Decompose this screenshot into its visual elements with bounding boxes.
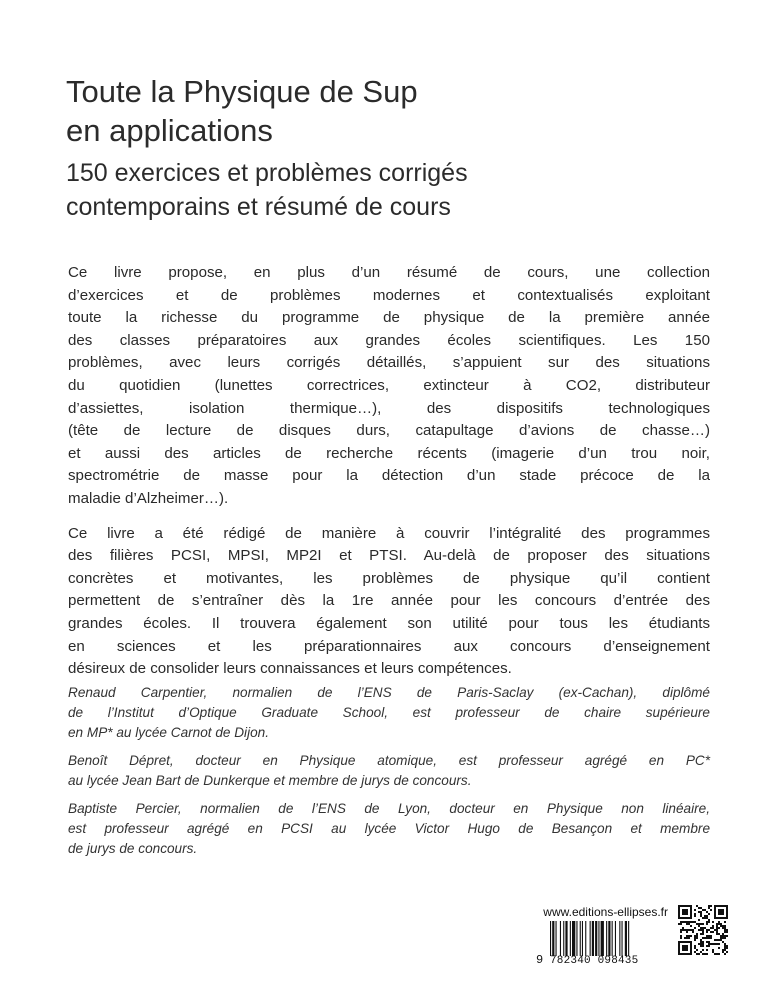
barcode-bar — [608, 921, 610, 956]
barcode-icon — [550, 921, 664, 956]
qr-module — [700, 923, 702, 925]
qr-module — [692, 929, 694, 931]
qr-module — [706, 935, 708, 937]
text-line: problèmes, avec leurs corrigés détaillés, s’appuient sur des situations — [68, 354, 710, 372]
barcode-bar — [580, 921, 581, 956]
qr-module — [720, 925, 722, 927]
qr-module — [700, 951, 702, 953]
qr-module — [696, 933, 698, 935]
qr-module — [678, 923, 680, 925]
qr-module — [696, 949, 698, 951]
qr-module — [708, 913, 710, 915]
text-line: maladie d’Alzheimer…). — [68, 489, 229, 507]
qr-module — [684, 937, 686, 939]
qr-module — [724, 927, 726, 929]
qr-module — [702, 933, 704, 935]
qr-module — [694, 945, 696, 947]
qr-module — [680, 931, 682, 933]
qr-module — [722, 937, 724, 939]
barcode-bar — [598, 921, 599, 956]
qr-module — [696, 935, 698, 937]
qr-module — [698, 953, 700, 955]
qr-module — [682, 921, 684, 923]
qr-module — [700, 943, 702, 945]
qr-module — [678, 941, 680, 955]
title-block — [66, 72, 726, 224]
qr-module — [718, 947, 720, 949]
isbn-barcode — [536, 921, 666, 966]
qr-module — [714, 929, 716, 931]
qr-module — [716, 943, 718, 945]
qr-module — [710, 937, 712, 939]
qr-module — [686, 931, 688, 933]
text-line: de l’Institut d’Optique Graduate School, est professeur de chaire supérieure — [68, 705, 710, 720]
barcode-bar — [601, 921, 604, 956]
qr-module — [722, 933, 724, 935]
qr-module — [718, 933, 720, 935]
qr-module — [700, 929, 702, 931]
qr-module — [694, 951, 696, 953]
qr-module — [714, 917, 728, 919]
qr-module — [700, 941, 702, 943]
text-line: en sciences et les préparationnaires aux concours d’enseignement — [68, 637, 710, 655]
qr-module — [718, 927, 720, 929]
qr-module — [680, 923, 682, 925]
qr-module — [686, 935, 688, 937]
book-title — [66, 72, 726, 150]
text-line: et aussi des articles de recherche récents (imagerie d’un trou noir, — [68, 444, 710, 462]
barcode-prefix: 9 — [536, 953, 544, 967]
text-line: désireux de consolider leurs connaissances et leurs compétences. — [68, 660, 512, 678]
qr-module — [694, 947, 696, 949]
qr-module — [702, 929, 704, 931]
text-line: permettent de s’entraîner dès la 1re année pour les concours d’entrée des — [68, 592, 710, 610]
qr-module — [702, 943, 704, 945]
qr-module — [698, 919, 700, 921]
qr-module — [704, 937, 706, 939]
qr-module — [682, 945, 688, 951]
qr-module — [680, 921, 682, 923]
qr-module — [688, 935, 690, 937]
qr-module — [704, 953, 706, 955]
qr-module — [688, 921, 690, 923]
qr-module — [694, 915, 696, 917]
book-subtitle-line: 150 exercices et problèmes corrigés — [66, 159, 468, 187]
qr-module — [702, 953, 704, 955]
text-line: en MP* au lycée Carnot de Dijon. — [68, 725, 269, 740]
qr-module — [706, 929, 708, 931]
text-line: concrètes et motivantes, les problèmes de physique qu’il contient — [68, 569, 710, 587]
qr-module — [726, 945, 728, 947]
qr-module — [678, 953, 692, 955]
qr-module — [714, 939, 716, 941]
qr-module — [688, 929, 690, 931]
barcode-bar — [592, 921, 594, 956]
book-title-line: en applications — [66, 113, 273, 148]
barcode-bar — [560, 921, 561, 956]
qr-module — [678, 917, 692, 919]
qr-module — [680, 937, 682, 939]
qr-module — [712, 927, 714, 929]
qr-module — [706, 953, 708, 955]
qr-module — [708, 929, 710, 931]
text-line: d’exercices et de problèmes modernes et contextualisés exploitant — [68, 286, 710, 304]
qr-module — [700, 933, 702, 935]
qr-module — [680, 935, 682, 937]
qr-module — [724, 929, 726, 931]
qr-module — [708, 905, 710, 907]
qr-module — [704, 927, 706, 929]
qr-module — [684, 929, 686, 931]
qr-module — [720, 935, 722, 937]
qr-module — [724, 925, 726, 927]
qr-module — [702, 945, 704, 947]
qr-module — [694, 937, 696, 939]
qr-module — [720, 923, 722, 925]
qr-module — [678, 905, 692, 907]
author-bio — [68, 799, 710, 859]
qr-module — [680, 929, 682, 931]
qr-module — [686, 921, 688, 923]
barcode-bar — [565, 921, 567, 956]
qr-module — [714, 943, 716, 945]
qr-module — [694, 935, 696, 937]
qr-module — [706, 945, 708, 947]
qr-module — [716, 939, 718, 941]
qr-module — [724, 931, 726, 933]
qr-module — [686, 923, 688, 925]
text-line: de jurys de concours. — [68, 841, 198, 856]
barcode-bar — [628, 921, 629, 956]
qr-module — [688, 937, 690, 939]
qr-module — [724, 953, 726, 955]
barcode-bar — [619, 921, 620, 956]
qr-module — [722, 935, 724, 937]
qr-module — [702, 949, 704, 951]
author-bio — [68, 683, 710, 743]
author-bios — [68, 683, 710, 867]
qr-module — [726, 931, 728, 933]
qr-module — [700, 939, 702, 941]
qr-module — [718, 923, 720, 925]
barcode-digits: 782340 098435 — [550, 955, 639, 967]
qr-module — [716, 923, 718, 925]
qr-module — [712, 943, 714, 945]
barcode-bar — [572, 921, 575, 956]
qr-module — [696, 937, 698, 939]
barcode-bar — [552, 921, 554, 956]
qr-module — [712, 921, 714, 923]
qr-module — [684, 921, 686, 923]
qr-module — [702, 909, 704, 911]
qr-module — [692, 921, 694, 923]
qr-module — [690, 941, 692, 955]
qr-module — [710, 943, 712, 945]
qr-module — [690, 929, 692, 931]
text-line: des filières PCSI, MPSI, MP2I et PTSI. Au-delà de proposer des situations — [68, 547, 710, 565]
qr-module — [704, 909, 706, 911]
text-line: (tête de lecture de disques durs, catapultage d’avions de chasse…) — [68, 422, 710, 440]
barcode-bar — [570, 921, 571, 956]
qr-module — [708, 945, 710, 947]
qr-module — [694, 913, 696, 915]
qr-module — [678, 905, 680, 919]
description — [68, 262, 710, 693]
qr-module — [724, 945, 726, 947]
qr-module — [726, 947, 728, 949]
qr-module — [724, 921, 726, 923]
qr-module — [708, 937, 710, 939]
qr-module — [722, 925, 724, 927]
qr-module — [706, 911, 708, 913]
qr-module — [726, 905, 728, 919]
qr-module — [696, 953, 698, 955]
qr-module — [690, 935, 692, 937]
qr-module — [694, 927, 696, 929]
qr-module — [710, 905, 712, 907]
qr-module — [718, 939, 720, 941]
qr-module — [698, 929, 700, 931]
qr-module — [712, 949, 714, 951]
text-line: toute la richesse du programme de physique de la première année — [68, 309, 710, 327]
qr-module — [722, 941, 724, 943]
qr-module — [702, 927, 704, 929]
qr-module — [710, 935, 712, 937]
qr-module — [708, 907, 710, 909]
qr-module — [710, 909, 712, 911]
qr-module — [706, 931, 708, 933]
text-line: Ce livre a été rédigé de manière à couvrir l’intégralité des programmes — [68, 524, 710, 542]
qr-module — [706, 921, 708, 923]
qr-module — [718, 909, 724, 915]
text-line: au lycée Jean Bart de Dunkerque et membre de jurys de concours. — [68, 773, 472, 788]
text-line: grandes écoles. Il trouvera également son utilité pour tous les étudiants — [68, 614, 710, 632]
qr-module — [678, 941, 692, 943]
qr-module — [702, 917, 704, 919]
qr-module — [700, 927, 702, 929]
qr-module — [700, 945, 702, 947]
qr-module — [720, 937, 722, 939]
qr-module — [688, 923, 690, 925]
qr-module — [710, 931, 712, 933]
qr-module — [710, 927, 712, 929]
barcode-bar — [590, 921, 591, 956]
qr-module — [714, 905, 728, 907]
qr-module — [726, 929, 728, 931]
qr-module — [706, 923, 708, 925]
author-bio — [68, 751, 710, 791]
barcode-bar — [625, 921, 627, 956]
qr-module — [706, 941, 708, 943]
qr-module — [716, 929, 718, 931]
barcode-bar — [556, 921, 557, 956]
barcode-bar — [550, 921, 551, 956]
qr-module — [706, 937, 708, 939]
qr-module — [712, 931, 714, 933]
qr-module — [698, 907, 700, 909]
qr-module — [698, 911, 700, 913]
qr-module — [724, 949, 726, 951]
qr-module — [686, 929, 688, 931]
qr-module — [718, 953, 720, 955]
qr-module — [708, 941, 710, 943]
qr-module — [682, 927, 684, 929]
text-line: spectrométrie de masse pour la détection d’un stade précoce de la — [68, 467, 710, 485]
qr-module — [716, 953, 718, 955]
description-paragraph — [68, 523, 710, 681]
qr-module — [726, 935, 728, 937]
qr-module — [706, 949, 708, 951]
text-line: du quotidien (lunettes correctrices, extincteur à CO2, distributeur — [68, 376, 710, 394]
book-subtitle-line: contemporains et résumé de cours — [66, 193, 451, 221]
barcode-bar — [563, 921, 564, 956]
qr-module — [702, 923, 704, 925]
text-line: d’assiettes, isolation thermique…), des dispositifs technologiques — [68, 399, 710, 417]
qr-module — [702, 931, 704, 933]
qr-module — [724, 935, 726, 937]
qr-module — [708, 921, 710, 923]
qr-module — [714, 905, 716, 919]
text-line: Renaud Carpentier, normalien de l’ENS de Paris-Saclay (ex-Cachan), diplômé — [68, 685, 710, 700]
qr-module — [704, 915, 706, 917]
qr-module — [716, 927, 718, 929]
qr-module — [694, 909, 696, 911]
qr-module — [700, 913, 702, 915]
description-paragraph — [68, 262, 710, 511]
qr-module — [722, 951, 724, 953]
qr-module — [700, 911, 702, 913]
qr-module — [700, 907, 702, 909]
text-line: Ce livre propose, en plus d’un résumé de cours, une collection — [68, 264, 710, 281]
qr-module — [682, 909, 688, 915]
text-line: Benoît Dépret, docteur en Physique atomique, est professeur agrégé en PC* — [68, 753, 710, 768]
qr-module — [698, 925, 700, 927]
qr-module — [682, 929, 684, 931]
qr-module — [708, 919, 710, 921]
qr-module — [704, 917, 706, 919]
qr-module — [716, 933, 718, 935]
qr-module — [686, 937, 688, 939]
barcode-bar — [582, 921, 583, 956]
qr-module — [726, 951, 728, 953]
qr-module — [718, 921, 720, 923]
qr-module — [724, 937, 726, 939]
qr-module — [696, 905, 698, 907]
book-subtitle — [66, 156, 726, 224]
qr-module — [690, 925, 692, 927]
qr-module — [724, 947, 726, 949]
qr-module — [722, 927, 724, 929]
qr-module — [720, 939, 722, 941]
qr-module — [690, 905, 692, 919]
qr-module — [706, 917, 708, 919]
barcode-bar — [595, 921, 597, 956]
qr-code-icon[interactable] — [678, 905, 728, 955]
qr-module — [708, 943, 710, 945]
barcode-bar — [585, 921, 586, 956]
barcode-bar — [606, 921, 607, 956]
qr-module — [712, 951, 714, 953]
text-line: Baptiste Percier, normalien de l’ENS de Lyon, docteur en Physique non linéaire, — [68, 801, 710, 816]
qr-module — [698, 943, 700, 945]
qr-module — [702, 941, 704, 943]
barcode-bar — [612, 921, 613, 956]
barcode-bar — [576, 921, 577, 956]
book-title-line: Toute la Physique de Sup — [66, 74, 418, 109]
qr-module — [724, 943, 726, 945]
qr-module — [702, 937, 704, 939]
qr-module — [698, 923, 700, 925]
barcode-bar — [622, 921, 623, 956]
qr-module — [694, 921, 696, 923]
qr-module — [696, 923, 698, 925]
qr-module — [714, 953, 716, 955]
qr-module — [718, 943, 720, 945]
text-line: des classes préparatoires aux grandes écoles scientifiques. Les 150 — [68, 331, 710, 349]
qr-module — [692, 931, 694, 933]
qr-module — [722, 949, 724, 951]
publisher-website[interactable]: www.editions-ellipses.fr — [543, 905, 668, 919]
text-line: est professeur agrégé en PCSI au lycée Victor Hugo de Besançon et membre — [68, 821, 710, 836]
qr-module — [712, 925, 714, 927]
qr-module — [706, 915, 708, 917]
qr-module — [708, 935, 710, 937]
qr-module — [694, 939, 696, 941]
qr-module — [690, 921, 692, 923]
qr-module — [700, 915, 702, 917]
barcode-bar — [615, 921, 616, 956]
qr-module — [716, 925, 718, 927]
qr-module — [716, 931, 718, 933]
